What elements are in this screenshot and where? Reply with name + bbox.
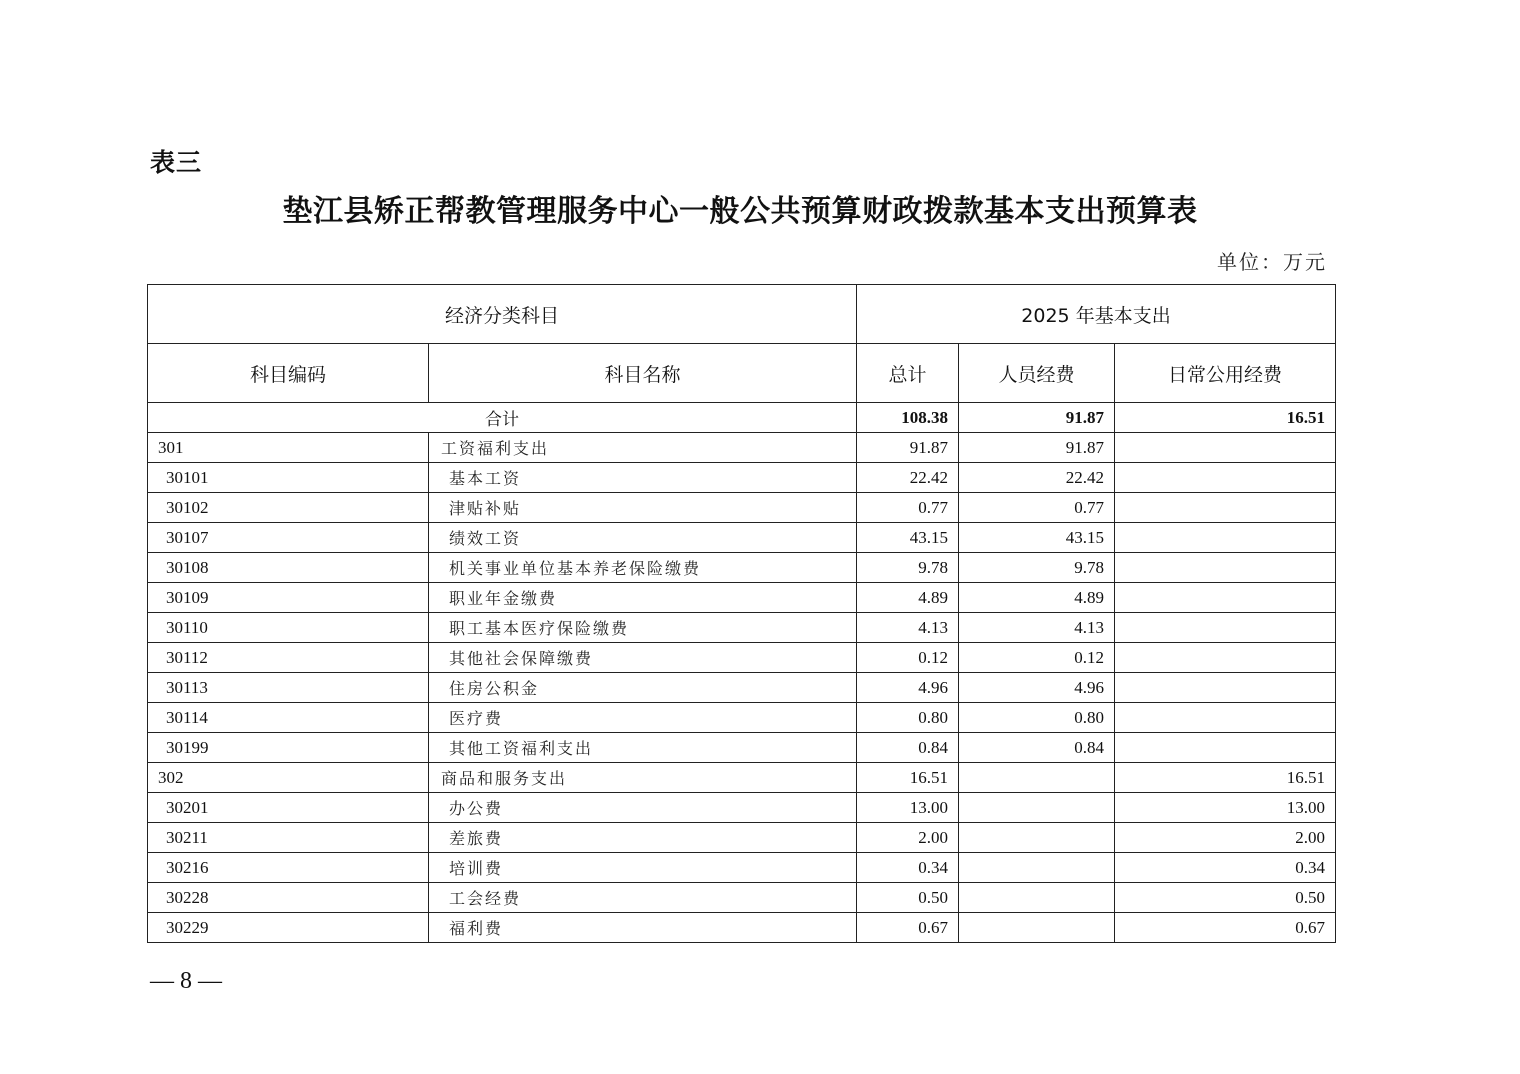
public-amount bbox=[1115, 433, 1336, 463]
subject-code: 30113 bbox=[148, 673, 429, 703]
table-row bbox=[148, 553, 1336, 583]
budget-table bbox=[147, 284, 1336, 943]
subject-code: 30102 bbox=[148, 493, 429, 523]
subject-name: 培训费 bbox=[429, 853, 857, 883]
subject-code: 30110 bbox=[148, 613, 429, 643]
table-row bbox=[148, 493, 1336, 523]
public-amount bbox=[1115, 703, 1336, 733]
total-amount: 0.67 bbox=[857, 913, 959, 943]
public-amount: 13.00 bbox=[1115, 793, 1336, 823]
personnel-amount bbox=[959, 883, 1115, 913]
subject-code: 30107 bbox=[148, 523, 429, 553]
total-amount: 0.34 bbox=[857, 853, 959, 883]
table-row bbox=[148, 793, 1336, 823]
total-amount: 0.84 bbox=[857, 733, 959, 763]
subject-code: 30216 bbox=[148, 853, 429, 883]
subject-name: 机关事业单位基本养老保险缴费 bbox=[429, 553, 857, 583]
table-label: 表三 bbox=[150, 148, 203, 177]
subject-code: 30228 bbox=[148, 883, 429, 913]
table-row bbox=[148, 643, 1336, 673]
table-row bbox=[148, 583, 1336, 613]
subject-name: 差旅费 bbox=[429, 823, 857, 853]
subject-code: 30211 bbox=[148, 823, 429, 853]
total-amount: 2.00 bbox=[857, 823, 959, 853]
subject-name: 职工基本医疗保险缴费 bbox=[429, 613, 857, 643]
table-row bbox=[148, 673, 1336, 703]
personnel-amount bbox=[959, 853, 1115, 883]
personnel-amount bbox=[959, 913, 1115, 943]
table-row bbox=[148, 763, 1336, 793]
total-amount: 108.38 bbox=[857, 403, 959, 433]
table-row bbox=[148, 613, 1336, 643]
public-amount bbox=[1115, 553, 1336, 583]
personnel-amount: 43.15 bbox=[959, 523, 1115, 553]
subject-name: 医疗费 bbox=[429, 703, 857, 733]
total-amount: 43.15 bbox=[857, 523, 959, 553]
personnel-amount: 4.96 bbox=[959, 673, 1115, 703]
total-amount: 22.42 bbox=[857, 463, 959, 493]
header-economic-classification: 经济分类科目 bbox=[148, 285, 857, 344]
header-subject-name: 科目名称 bbox=[429, 344, 857, 403]
subject-code: 302 bbox=[148, 763, 429, 793]
subject-name: 其他工资福利支出 bbox=[429, 733, 857, 763]
subject-code: 30229 bbox=[148, 913, 429, 943]
total-public-amount: 16.51 bbox=[1115, 403, 1336, 433]
subject-name: 其他社会保障缴费 bbox=[429, 643, 857, 673]
personnel-amount bbox=[959, 823, 1115, 853]
subject-name: 福利费 bbox=[429, 913, 857, 943]
header-basic-expenditure: 2025 年基本支出 bbox=[857, 285, 1336, 344]
header-subject-code: 科目编码 bbox=[148, 344, 429, 403]
total-amount: 91.87 bbox=[857, 433, 959, 463]
subject-name: 基本工资 bbox=[429, 463, 857, 493]
public-amount: 2.00 bbox=[1115, 823, 1336, 853]
public-amount: 0.50 bbox=[1115, 883, 1336, 913]
subject-name: 办公费 bbox=[429, 793, 857, 823]
subject-name: 工资福利支出 bbox=[429, 433, 857, 463]
public-amount bbox=[1115, 523, 1336, 553]
table-row bbox=[148, 733, 1336, 763]
total-amount: 13.00 bbox=[857, 793, 959, 823]
subject-name: 绩效工资 bbox=[429, 523, 857, 553]
total-amount: 0.80 bbox=[857, 703, 959, 733]
personnel-amount: 91.87 bbox=[959, 433, 1115, 463]
page-number: — 8 — bbox=[150, 968, 222, 994]
subject-code: 30114 bbox=[148, 703, 429, 733]
subject-code: 30109 bbox=[148, 583, 429, 613]
total-amount: 0.77 bbox=[857, 493, 959, 523]
public-amount bbox=[1115, 733, 1336, 763]
table-row bbox=[148, 853, 1336, 883]
table-row bbox=[148, 523, 1336, 553]
subject-code: 301 bbox=[148, 433, 429, 463]
total-label: 合计 bbox=[148, 403, 857, 433]
total-amount: 4.89 bbox=[857, 583, 959, 613]
personnel-amount bbox=[959, 793, 1115, 823]
public-amount: 16.51 bbox=[1115, 763, 1336, 793]
public-amount bbox=[1115, 613, 1336, 643]
subject-name: 住房公积金 bbox=[429, 673, 857, 703]
subject-name: 商品和服务支出 bbox=[429, 763, 857, 793]
personnel-amount: 22.42 bbox=[959, 463, 1115, 493]
personnel-amount bbox=[959, 763, 1115, 793]
public-amount bbox=[1115, 493, 1336, 523]
table-row bbox=[148, 703, 1336, 733]
personnel-amount: 4.89 bbox=[959, 583, 1115, 613]
header-daily-public-expense: 日常公用经费 bbox=[1115, 344, 1336, 403]
table-row bbox=[148, 883, 1336, 913]
total-row bbox=[148, 403, 1336, 433]
personnel-amount: 0.80 bbox=[959, 703, 1115, 733]
subject-name: 工会经费 bbox=[429, 883, 857, 913]
public-amount: 0.34 bbox=[1115, 853, 1336, 883]
total-amount: 0.12 bbox=[857, 643, 959, 673]
subject-code: 30112 bbox=[148, 643, 429, 673]
personnel-amount: 0.77 bbox=[959, 493, 1115, 523]
subject-name: 津贴补贴 bbox=[429, 493, 857, 523]
table-row bbox=[148, 433, 1336, 463]
personnel-amount: 0.12 bbox=[959, 643, 1115, 673]
total-amount: 0.50 bbox=[857, 883, 959, 913]
document-title: 垫江县矫正帮教管理服务中心一般公共预算财政拨款基本支出预算表 bbox=[282, 194, 1198, 229]
public-amount: 0.67 bbox=[1115, 913, 1336, 943]
subject-code: 30108 bbox=[148, 553, 429, 583]
public-amount bbox=[1115, 463, 1336, 493]
total-personnel-amount: 91.87 bbox=[959, 403, 1115, 433]
subject-code: 30201 bbox=[148, 793, 429, 823]
table-row bbox=[148, 463, 1336, 493]
table-row bbox=[148, 913, 1336, 943]
header-personnel-expense: 人员经费 bbox=[959, 344, 1115, 403]
subject-code: 30199 bbox=[148, 733, 429, 763]
total-amount: 9.78 bbox=[857, 553, 959, 583]
public-amount bbox=[1115, 673, 1336, 703]
subject-name: 职业年金缴费 bbox=[429, 583, 857, 613]
public-amount bbox=[1115, 583, 1336, 613]
subject-code: 30101 bbox=[148, 463, 429, 493]
table-row bbox=[148, 823, 1336, 853]
total-amount: 4.96 bbox=[857, 673, 959, 703]
header-total: 总计 bbox=[857, 344, 959, 403]
personnel-amount: 4.13 bbox=[959, 613, 1115, 643]
public-amount bbox=[1115, 643, 1336, 673]
personnel-amount: 0.84 bbox=[959, 733, 1115, 763]
total-amount: 4.13 bbox=[857, 613, 959, 643]
personnel-amount: 9.78 bbox=[959, 553, 1115, 583]
total-amount: 16.51 bbox=[857, 763, 959, 793]
unit-label: 单位：万元 bbox=[1217, 250, 1327, 274]
